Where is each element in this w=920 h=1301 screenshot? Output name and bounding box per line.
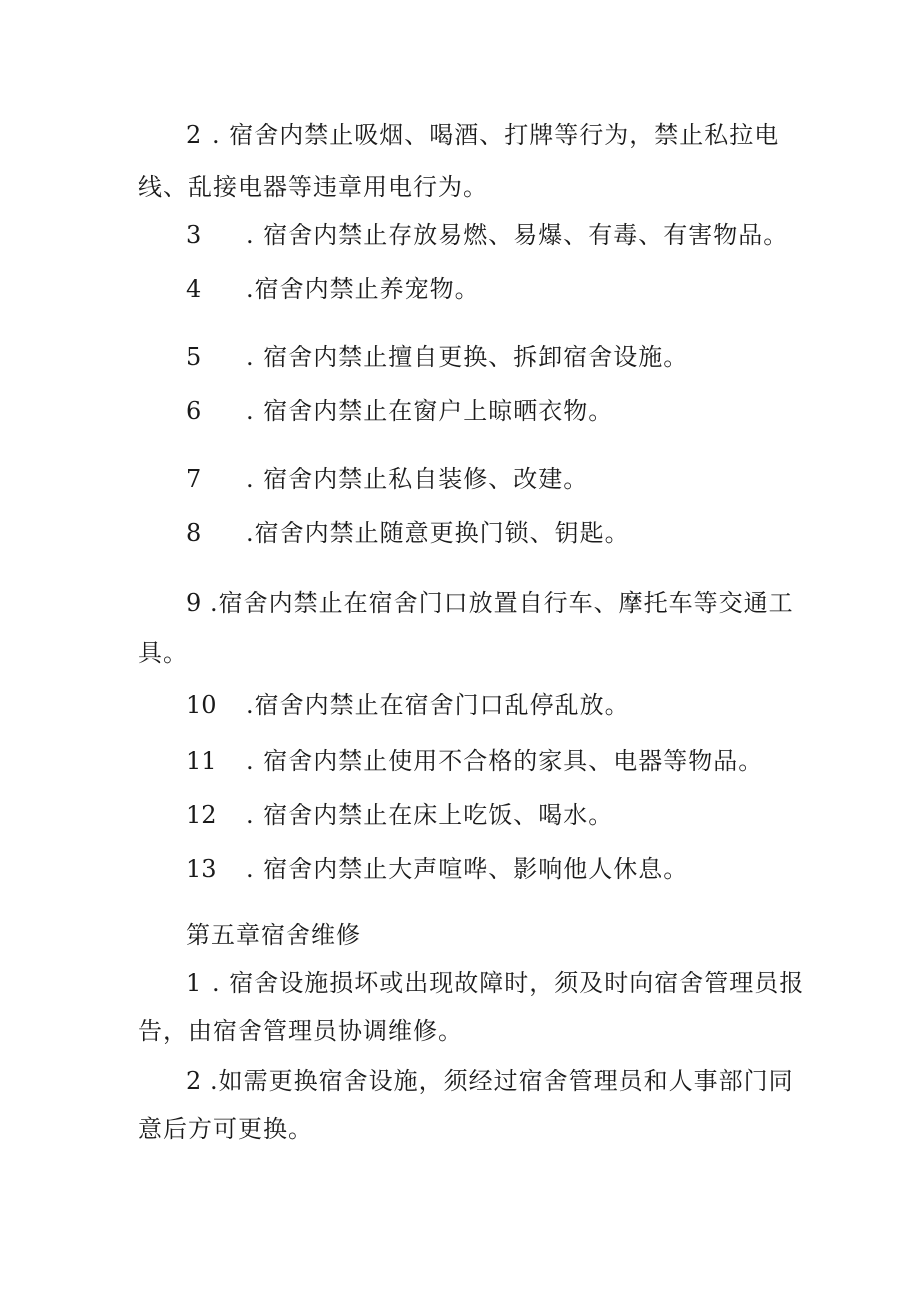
item-text: . 宿舍内禁止吸烟、喝酒、打牌等行为，禁止私拉电 xyxy=(212,121,780,149)
item-number: 5 xyxy=(186,343,202,371)
item-number: 2 xyxy=(186,1067,202,1095)
item-number: 8 xyxy=(186,519,202,547)
item-number: 6 xyxy=(186,397,202,425)
item-number: 12 xyxy=(186,801,217,829)
item-text-continued: 告，由宿舍管理员协调维修。 xyxy=(138,1017,463,1045)
item-number: 11 xyxy=(186,747,217,775)
item-text: .宿舍内禁止在宿舍门口放置自行车、摩托车等交通工 xyxy=(210,589,794,617)
item-text: . 宿舍内禁止私自装修、改建。 xyxy=(246,465,589,493)
item-text: . 宿舍内禁止擅自更换、拆卸宿舍设施。 xyxy=(246,343,689,371)
item-number: 9 xyxy=(186,589,202,617)
item-number: 10 xyxy=(186,691,217,719)
item-number: 4 xyxy=(186,275,202,303)
item-text: . 宿舍设施损坏或出现故障时，须及时向宿舍管理员报 xyxy=(212,969,805,997)
item-text: . 宿舍内禁止使用不合格的家具、电器等物品。 xyxy=(246,747,764,775)
item-text-continued: 具。 xyxy=(138,639,188,667)
item-text: . 宿舍内禁止存放易燃、易爆、有毒、有害物品。 xyxy=(246,221,789,249)
item-text: . 宿舍内禁止在窗户上晾晒衣物。 xyxy=(246,397,614,425)
item-text: . 宿舍内禁止大声喧哗、影响他人休息。 xyxy=(246,855,689,883)
item-text-continued: 线、乱接电器等违章用电行为。 xyxy=(138,173,488,201)
item-text: .宿舍内禁止养宠物。 xyxy=(246,275,480,303)
chapter-title: 第五章宿舍维修 xyxy=(186,921,361,949)
item-number: 1 xyxy=(186,969,202,997)
item-text: .如需更换宿舍设施，须经过宿舍管理员和人事部门同 xyxy=(210,1067,794,1095)
item-text: .宿舍内禁止随意更换门锁、钥匙。 xyxy=(246,519,630,547)
item-number: 7 xyxy=(186,465,202,493)
item-text-continued: 意后方可更换。 xyxy=(138,1115,313,1143)
item-number: 3 xyxy=(186,221,202,249)
item-text: . 宿舍内禁止在床上吃饭、喝水。 xyxy=(246,801,614,829)
item-number: 13 xyxy=(186,855,217,883)
item-text: .宿舍内禁止在宿舍门口乱停乱放。 xyxy=(246,691,630,719)
item-number: 2 xyxy=(186,121,202,149)
